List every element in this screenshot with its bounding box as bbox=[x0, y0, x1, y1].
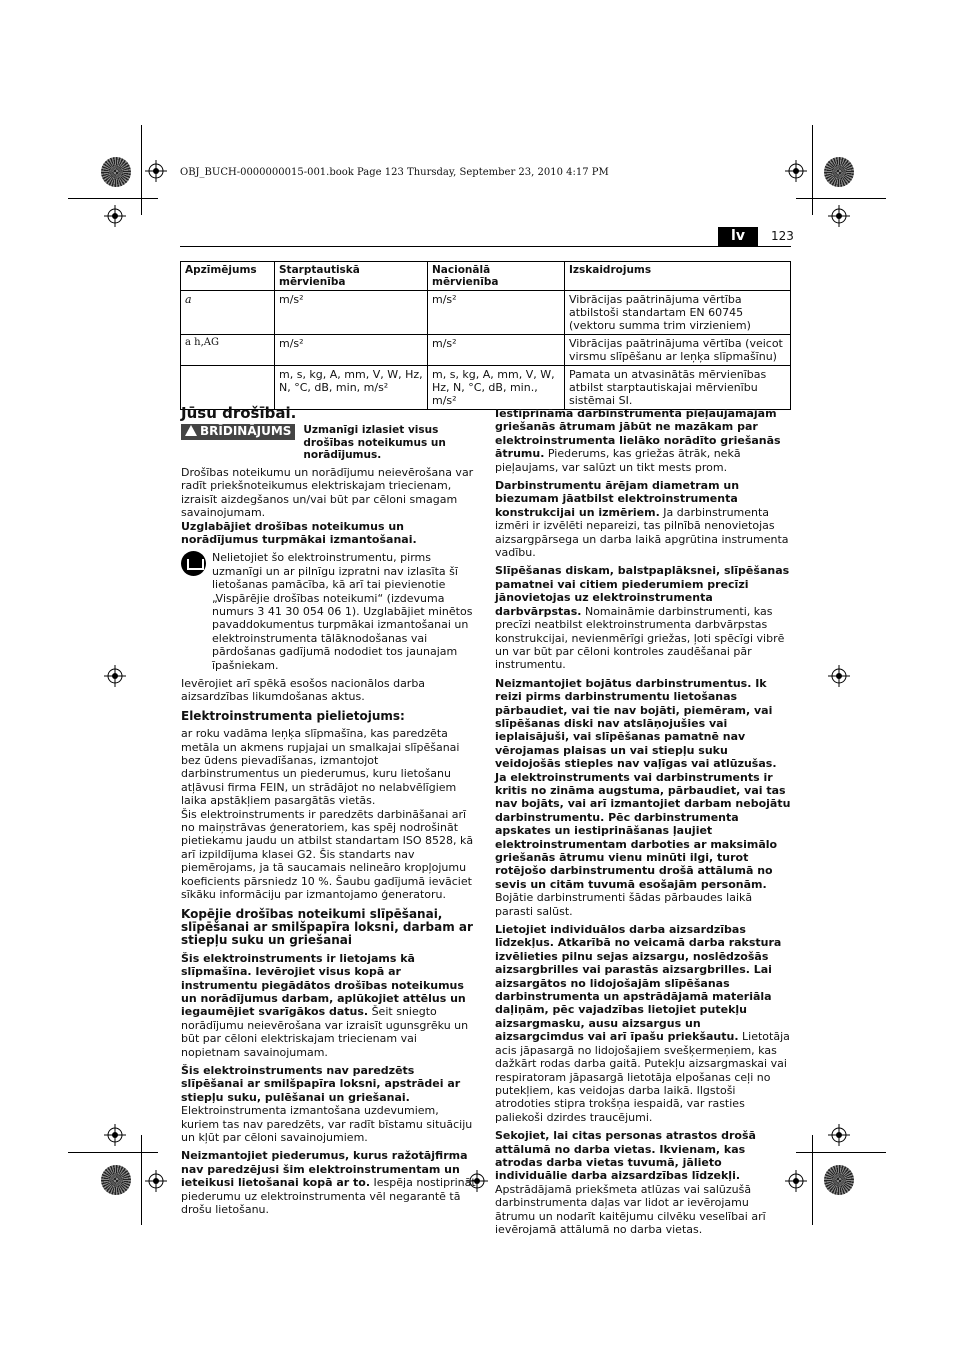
registration-disc bbox=[101, 157, 131, 187]
paragraph-text: Apstrādājamā priekšmeta atlūzas vai salūzušā darbinstrumenta daļas var lidot ar ievērojamu ātrumu un nodarīt kaitējumu cilvēku veselībai arī ievērojamā attālumā no darba vietas. bbox=[495, 1182, 766, 1236]
table-header: Starptautiskā mērvienība bbox=[275, 262, 428, 291]
table-cell bbox=[181, 366, 275, 410]
paragraph-text: Ja darbinstrumenta izmēri ir izvēlēti nepareizi, tas pilnībā nenovietojas aizsargpārsega un darba laikā apgrūtina instrumenta vadību. bbox=[495, 505, 789, 560]
paragraph-bold: Uzglabājiet drošības noteikumus un norādījumus turpmākai izmantošanai. bbox=[181, 519, 417, 546]
paragraph-text: Nomaināmie darbinstrumenti, kas precīzi neatbilst elektroinstrumenta darbvārpstas konstrukcijai, nevienmērīgi griežas, ļoti spēcīgi vibrē un var būt par cēloni kontroles zaudēšanai pār instrumentu. bbox=[495, 604, 785, 672]
table-cell: Vibrācijas paātrinājuma vērtība atbilstoši standartam EN 60745 (vektoru summa trim virzieniem) bbox=[565, 291, 791, 335]
registration-mark bbox=[828, 665, 850, 687]
paragraph-text: Piederums, kas griežas ātrāk, nekā pieļaujams, var salūzt un tikt mests prom. bbox=[495, 447, 741, 474]
crop-mark bbox=[796, 1152, 886, 1153]
subheading-common: Kopējie drošības noteikumi slīpēšanai, slīpēšanai ar smilšpapīra loksni, darbam ar stiepļu suku un griešanai bbox=[181, 906, 473, 948]
registration-mark bbox=[828, 1124, 850, 1146]
crop-mark bbox=[796, 198, 886, 199]
paragraph-text: Drošības noteikumu un norādījumu neievērošana var radīt priekšnoteikumus elektriskajam triecienam, izraisīt aizdegšanos un/vai būt par cēloni smagam savainojumam. bbox=[181, 465, 474, 520]
paragraph: Šis elektroinstruments ir paredzēts darbināšanai arī no maiņstrāvas ģeneratoriem, kas spēj nodrošināt pietiekamu jaudu un atbilst standartam ISO 8528, kā arī izpildījuma klasei G2. Šis standarts nav piemērojams, ja tā saucamais nelineāro kropļojumu koeficients pārsniedz 10 %. Šaubu gadījumā ievāciet sīkāku informāciju par izmantojamo ģeneratoru. bbox=[181, 807, 474, 902]
paragraph-bold: Slīpēšanas diskam, balstpaplāksnei, slīpēšanas pamatnei vai citiem piederumiem precīzi jānovietojas uz elektroinstrumenta darbvārpstas. bbox=[495, 564, 790, 618]
language-tag: lv bbox=[718, 227, 758, 246]
registration-mark bbox=[145, 1170, 167, 1192]
warning-block bbox=[181, 424, 477, 462]
paragraph bbox=[181, 1064, 477, 1144]
table-row bbox=[181, 335, 791, 366]
table-cell: m/s² bbox=[275, 335, 428, 366]
paragraph: ar roku vadāma leņķa slīpmašīna, kas paredzēta metāla un akmens rupjajai un smalkajai slīpēšanai bez ūdens pievadīšanas, izmantojot darbinstrumentus un piederumus, kuru lietošanu atļāvusi firma FEIN, un strādājot no nelabvēlīgiem laika apstākļiem pasargātās vietās. bbox=[181, 727, 460, 808]
paragraph-bold: Šis elektroinstruments nav paredzēts slīpēšanai ar smilšpapīra loksni, apstrādei ar stiepļu suku, pulēšanai un griešanai. bbox=[181, 1063, 461, 1104]
table-cell: m/s² bbox=[428, 291, 565, 335]
paragraph-bold: Darbinstrumentu ārējam diametram un biezumam jāatbilst elektroinstrumenta konstrukcijai un izmēriem. bbox=[495, 479, 740, 519]
paragraph-text: Elektroinstrumenta izmantošana uzdevumiem, kuriem tas nav paredzēts, var radīt bīstamu situāciju un kļūt par cēloni savainojumiem. bbox=[181, 1104, 473, 1144]
table-row bbox=[181, 366, 791, 410]
crop-mark bbox=[141, 125, 142, 215]
paragraph-text: Bojātie darbinstrumenti šādas pārbaudes laikā parasti salūst. bbox=[495, 891, 753, 918]
read-manual-block bbox=[181, 551, 477, 677]
paragraph: Ievērojiet arī spēkā esošos nacionālos darba aizsardzības likumdošanas aktus. bbox=[181, 677, 426, 704]
registration-mark bbox=[785, 160, 807, 182]
paragraph-bold: Lietojiet individuālos darba aizsardzības līdzekļus. Atkarībā no veicamā darba rakstura izvēlieties pilnu sejas aizsargu, noslēdzošās aizsargbrilles vai parastās aizsargbrilles. Lai aizsargātos no lidojošajām slīpēšanas darbinstrumenta un apstrādājamā materiāla daļiņām, pēc vajadzības lietojiet putekļu aizsargmasku, ausu aizsargus un aizsargcimdus vai arī īpašu priekšautu. bbox=[495, 923, 782, 1044]
crop-mark bbox=[68, 198, 158, 199]
registration-mark bbox=[104, 205, 126, 227]
paragraph-text: Lietotāja acis jāpasargā no lidojošajiem svešķermeņiem, kas dažkārt rodas darba gaitā. Putekļu aizsargmaskai vai respiratoram jāpasargā lietotāja elpošanas ceļi no putekļiem, kas veidojas darba laikā. Ilgstoši atrodoties stipra trokšņa iespaidā, var rasties paliekoši dzirdes traucējumi. bbox=[495, 1030, 790, 1124]
warning-label: BRĪDINĀJUMS bbox=[200, 424, 292, 439]
paragraph bbox=[181, 1149, 477, 1216]
paragraph-bold: Neizmantojiet bojātus darbinstrumentus. Ik reizi pirms darbinstrumentu lietošanas pārbaudiet, vai tie nav bojāti, piemēram, vai slīpēšanas diski nav atslāņojušies vai ieplaisājuši, vai slīpēšanas pamatnē nav vērojamas plaisas un vai stiepļu suku veidojošās stieples nav vaļīgas vai atlūzušas. Ja elektroinstruments vai darbinstruments ir kritis no zināma augstuma, pārbaudiet, vai tas nav bojāts, vai arī izmantojiet darbam nebojātu darbinstrumentu. Pēc darbinstrumenta apskates un iestiprināšanas ļaujiet elektroinstrumentam darboties ar maksimālo griešanās ātrumu vienu minūti ilgi, turot rotējošo darbinstrumentu drošā attālumā no sevis un citām tuvumā esošajām personām. bbox=[495, 676, 791, 891]
paragraph bbox=[495, 564, 791, 671]
paragraph bbox=[181, 466, 477, 520]
registration-disc bbox=[824, 1165, 854, 1195]
table-cell: m/s² bbox=[428, 335, 565, 366]
table-cell: a bbox=[181, 291, 275, 335]
warning-icon bbox=[185, 425, 197, 436]
table-header: Izskaidrojums bbox=[565, 262, 791, 291]
table-header: Nacionālā mērvienība bbox=[428, 262, 565, 291]
page-number: 123 bbox=[771, 229, 794, 243]
registration-disc bbox=[101, 1165, 131, 1195]
paragraph-bold: Šis elektroinstruments ir lietojams kā slīpmašīna. Ievērojiet visus kopā ar instrumentu piegādātos drošības noteikumus un norādījumus darbam, aplūkojiet attēlus un iegaumējiet svarīgākos datus. bbox=[181, 951, 466, 1019]
paragraph bbox=[495, 923, 791, 1124]
warning-badge bbox=[181, 424, 295, 439]
crop-mark bbox=[812, 125, 813, 215]
table-cell: m, s, kg, A, mm, V, W, Hz, N, °C, dB, min, m/s² bbox=[275, 366, 428, 410]
table-row bbox=[181, 291, 791, 335]
table-cell: Vibrācijas paātrinājuma vērtība (veicot virsmu slīpēšanu ar leņķa slīpmašīnu) bbox=[565, 335, 791, 366]
paragraph-text: Šeit sniegto norādījumu neievērošana var izraisīt ugunsgrēku un būt par cēloni elektriskajam triecienam vai nopietnam savainojumam. bbox=[181, 1005, 469, 1059]
table-cell: a h,AG bbox=[181, 335, 275, 366]
book-info: OBJ_BUCH-0000000015-001.book Page 123 Thursday, September 23, 2010 4:17 PM bbox=[180, 167, 609, 178]
paragraph: Nelietojiet šo elektroinstrumentu, pirms uzmanīgi un ar pilnīgu izpratni nav izlasīta šī lietošanas pamācība, kā arī tai pievienotie „Vispārējie drošības noteikumi“ (izdevuma numurs 3 41 30 054 06 1). Uzglabājiet minētos pavaddokumentus turpmākai izmantošanai un elektroinstrumenta tālāknodošanas vai pārdošanas gadījumā nododiet tos jaunajam īpašniekam. bbox=[212, 551, 473, 672]
registration-mark bbox=[104, 665, 126, 687]
table-cell: Pamata un atvasinātās mērvienības atbilst starptautiskajai mērvienību sistēmai SI. bbox=[565, 366, 791, 410]
paragraph bbox=[495, 677, 791, 918]
paragraph-text: Iespēja nostiprināt piederumu uz elektroinstrumenta vēl negarantē tā drošu lietošanu. bbox=[181, 1176, 476, 1217]
paragraph bbox=[181, 952, 477, 1059]
table-cell: m, s, kg, A, mm, V, W, Hz, N, °C, dB, min., m/s² bbox=[428, 366, 565, 410]
units-table bbox=[180, 261, 791, 410]
registration-mark bbox=[828, 205, 850, 227]
table-cell: m/s² bbox=[275, 291, 428, 335]
registration-disc bbox=[824, 157, 854, 187]
registration-mark bbox=[104, 1124, 126, 1146]
paragraph-bold: Neizmantojiet piederumus, kurus ražotājfirma nav paredzējusi šim elektroinstrumentam un ieteikusi lietošanai kopā ar to. bbox=[181, 1149, 468, 1190]
crop-mark bbox=[812, 1135, 813, 1225]
paragraph bbox=[495, 407, 791, 474]
paragraph bbox=[495, 479, 791, 559]
left-column bbox=[181, 404, 477, 1221]
paragraph-bold: Sekojiet, lai citas personas atrastos drošā attālumā no darba vietas. Ikvienam, kas atrodas darba vietas tuvumā, jālieto individuālie darba aizsardzības līdzekļi. bbox=[495, 1129, 756, 1183]
header-rule bbox=[180, 246, 791, 247]
paragraph bbox=[181, 520, 477, 547]
crop-mark bbox=[141, 1135, 142, 1225]
paragraph-bold: Iestiprināmā darbinstrumenta pieļaujamajam griešanās ātrumam jābūt ne mazākam par elektroinstrumenta lielāko norādīto griešanās ātrumu. bbox=[495, 407, 781, 461]
table-header: Apzīmējums bbox=[181, 262, 275, 291]
registration-mark bbox=[145, 160, 167, 182]
table-header-row bbox=[181, 262, 791, 291]
crop-mark bbox=[68, 1152, 158, 1153]
paragraph bbox=[495, 1129, 791, 1236]
right-column bbox=[495, 407, 791, 1241]
warning-text: Uzmanīgi izlasiet visus drošības noteikumus un norādījumus. bbox=[303, 424, 446, 462]
subheading-use: Elektroinstrumenta pielietojums: bbox=[181, 708, 405, 723]
read-manual-icon bbox=[181, 551, 206, 576]
section-title: Jūsu drošībai. bbox=[181, 404, 297, 422]
